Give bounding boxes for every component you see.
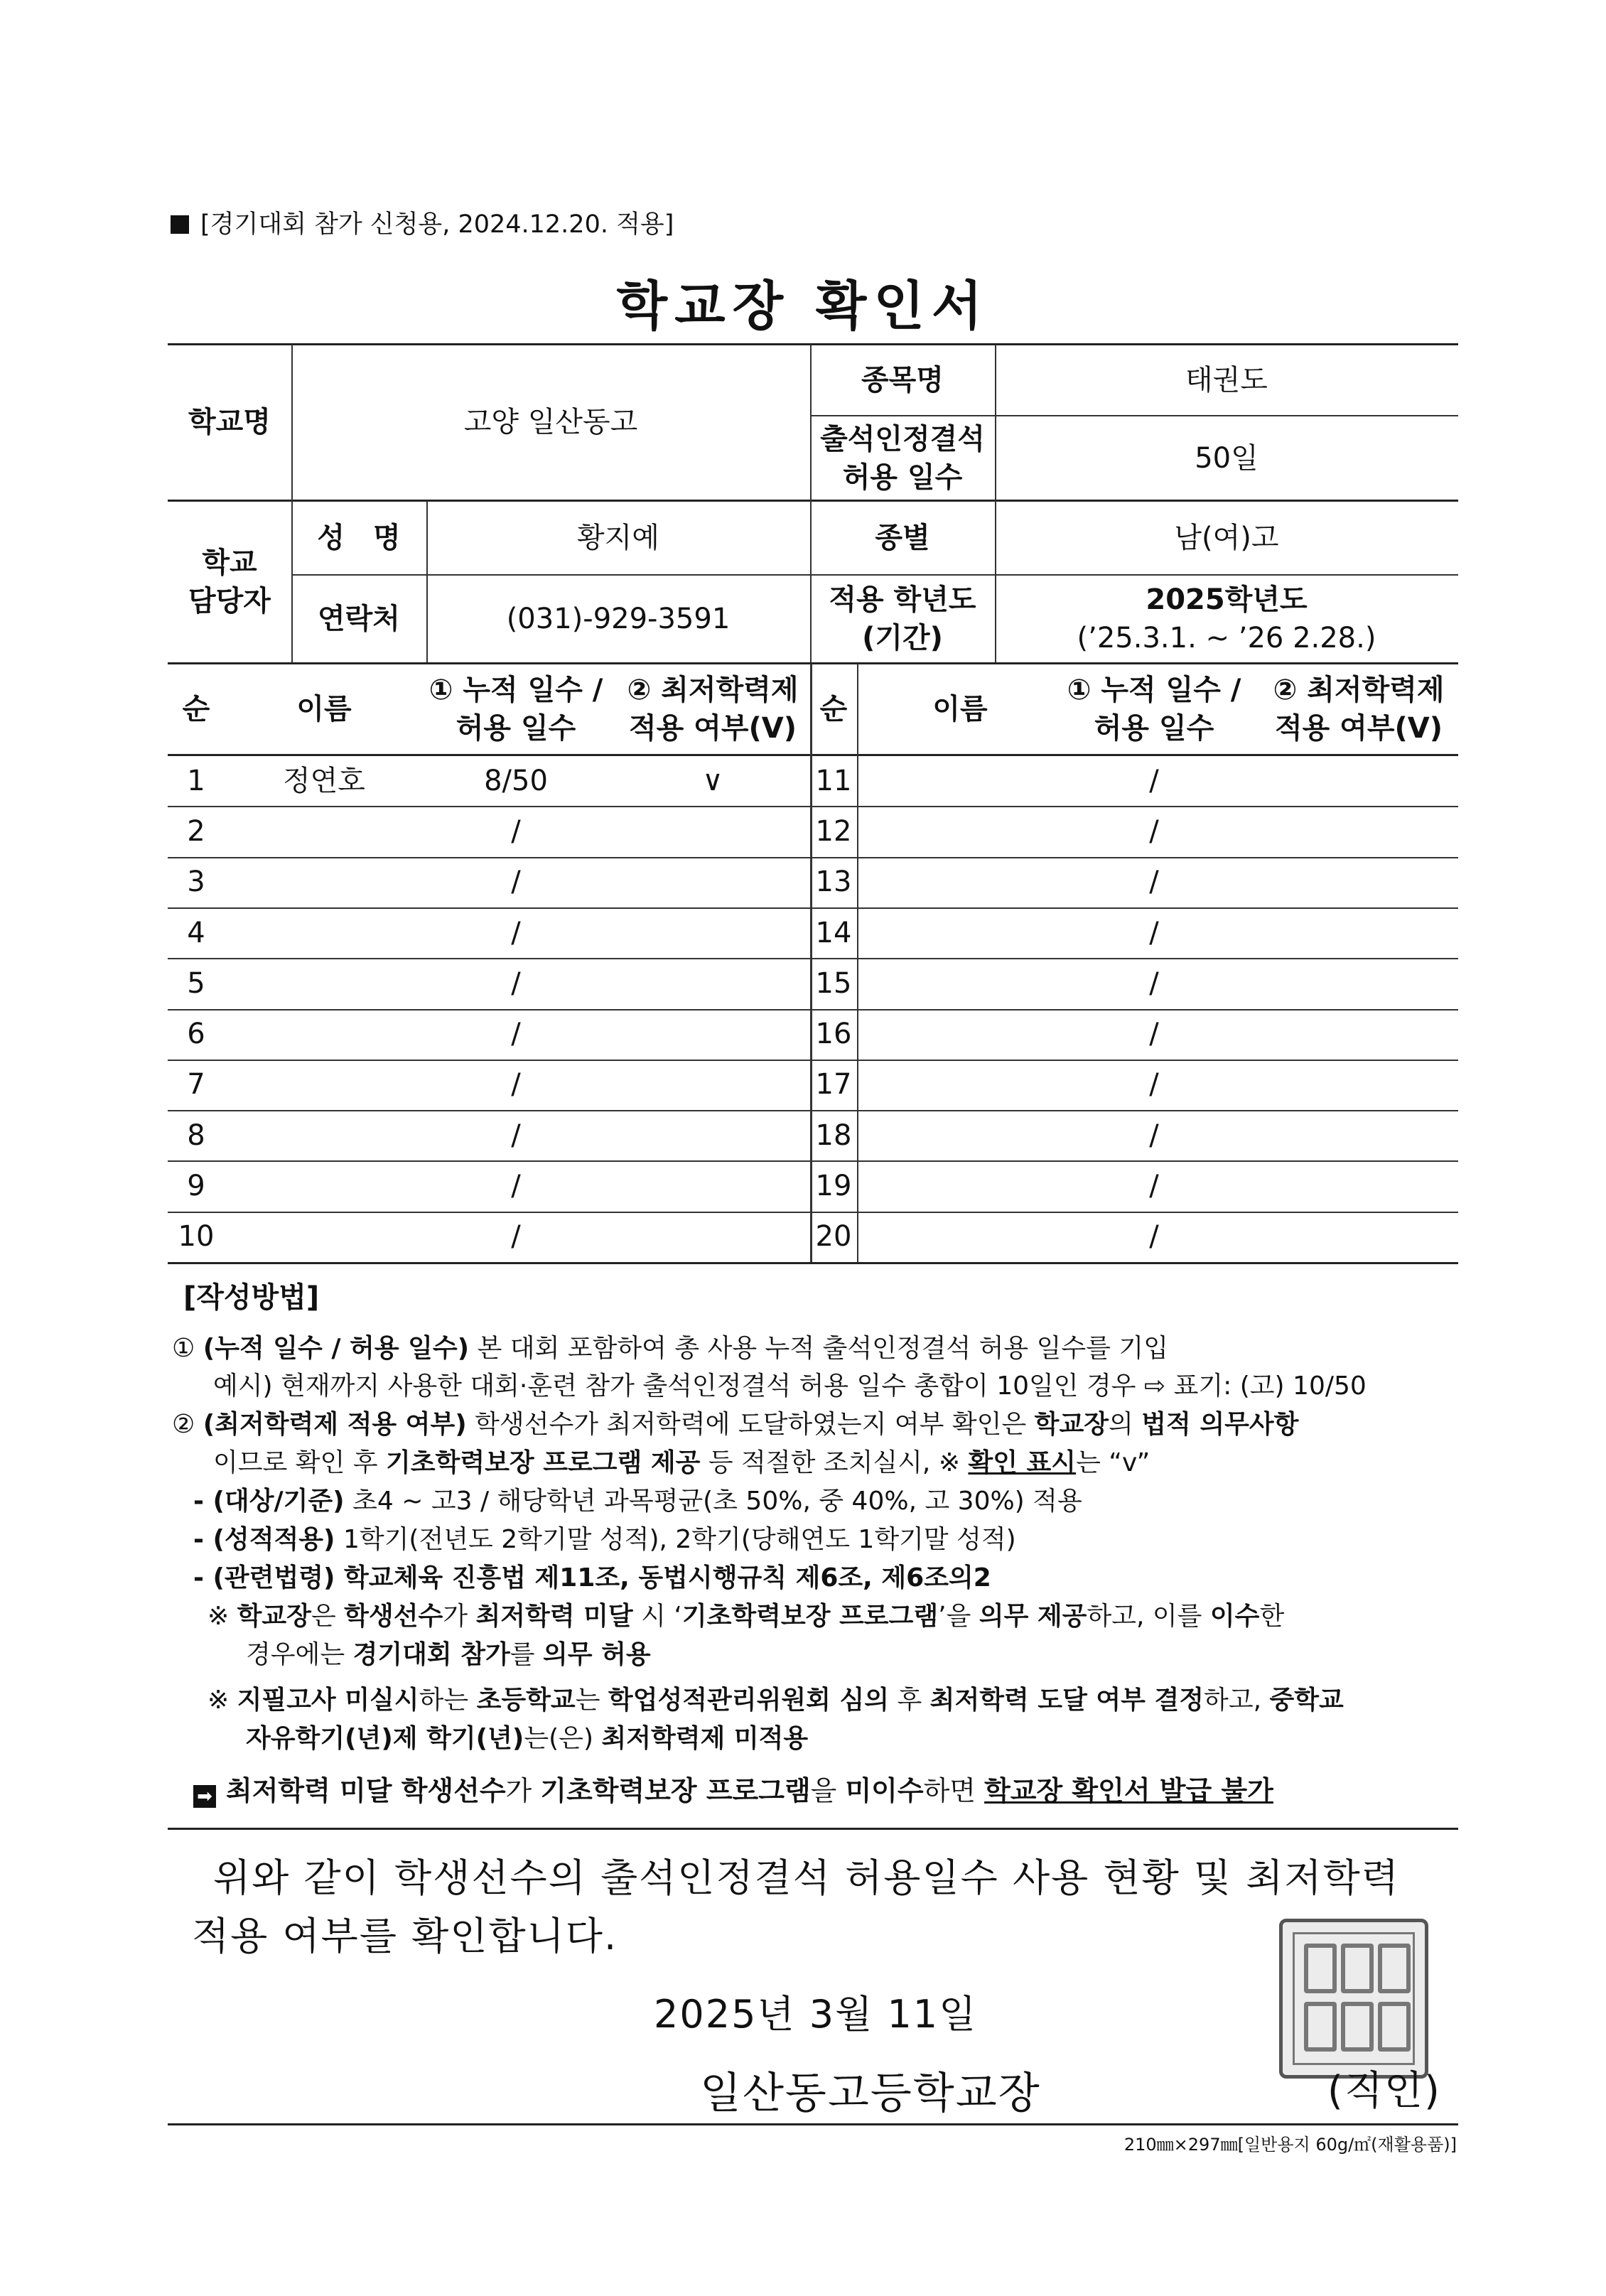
row-number: 15 [815, 966, 852, 1000]
guide-note-2-line2: 자유학기(년)제 학기(년)는(은) 최저학력제 미적용 [246, 1724, 809, 1753]
contact-value: (031)-929-3591 [506, 603, 731, 635]
row-number: 4 [187, 916, 205, 949]
row-name [857, 806, 1063, 856]
document-title: 학교장 확인서 [616, 276, 990, 337]
school-value: 고양 일산동고 [463, 406, 638, 438]
row-number: 16 [815, 1018, 852, 1051]
row-name [857, 1212, 1063, 1262]
list-header-seq: 순 [182, 692, 210, 726]
guide-item-2-line2: 이므로 확인 후 기초학력보장 프로그램 제공 등 적절한 조치실시, ※ 확인 표시는 “v” [213, 1448, 1150, 1477]
guide-item-2: ② (최저학력제 적용 여부) 학생선수가 최저학력에 도달하였는지 여부 확인은 학교장의 법적 의무사항 [172, 1410, 1299, 1439]
row-check [615, 1060, 810, 1110]
list-header-seq: 순 [819, 692, 848, 726]
row-days: / [1149, 916, 1159, 949]
row-days: / [1149, 764, 1159, 797]
row-days: / [511, 966, 521, 1000]
bottom-border [168, 2123, 1458, 2125]
row-check [615, 806, 810, 856]
row-days: / [511, 1018, 521, 1051]
row-days: / [511, 1119, 521, 1152]
row-days: / [1149, 1068, 1159, 1101]
absence-value: 50일 [1195, 441, 1259, 475]
row-check: ∨ [702, 764, 723, 797]
closing-date: 2025년 3월 11일 [654, 1992, 978, 2037]
row-number: 8 [187, 1119, 205, 1152]
row-check [615, 1110, 810, 1160]
absence-label: 출석인정결석 허용 일수 [820, 422, 985, 494]
list-header-min: ② 최저학력제 적용 여부(V) [1273, 673, 1445, 745]
closing-line-1: 위와 같이 학생선수의 출석인정결석 허용일수 사용 현황 및 최저학력 [213, 1855, 1400, 1900]
row-name [225, 1009, 424, 1060]
row-name [857, 958, 1063, 1008]
principal-name: 일산동고등학교장 [700, 2069, 1041, 2118]
guide-note-2: ※ 지필고사 미실시하는 초등학교는 학업성적관리위원회 심의 후 최저학력 도달 여부 결정하고, 중학교 [208, 1686, 1344, 1715]
row-check [615, 1009, 810, 1060]
row-check [1259, 907, 1458, 958]
section-divider [168, 1828, 1458, 1830]
year-value: 2025학년도 (’25.3.1. ~ ’26 2.28.) [1077, 583, 1376, 654]
row-name [857, 1060, 1063, 1110]
guide-final-warning: ➡ 최저학력 미달 학생선수가 기초학력보장 프로그램을 미이수하면 학교장 확인서 발급 불가 [193, 1774, 1273, 1809]
official-seal [1279, 1919, 1428, 2079]
row-days: / [1149, 814, 1159, 848]
row-number: 7 [187, 1068, 205, 1101]
row-days: / [1149, 1220, 1159, 1254]
list-bottom-border [168, 1262, 1458, 1264]
seal-label: (직인) [1327, 2068, 1441, 2114]
row-number: 3 [187, 866, 205, 899]
guide-sub-target: - (대상/기준) 초4 ~ 고3 / 해당학년 과목평균(초 50%, 중 40%, 고 30%) 적용 [193, 1487, 1082, 1516]
arrow-right-icon: ➡ [193, 1785, 216, 1808]
header-note: [경기대회 참가 신청용, 2024.12.20. 적용] [171, 205, 674, 240]
row-check [1259, 806, 1458, 856]
row-check [615, 857, 810, 907]
list-header-min: ② 최저학력제 적용 여부(V) [627, 673, 799, 745]
row-number: 9 [187, 1170, 205, 1203]
row-number: 6 [187, 1018, 205, 1051]
row-name [225, 1060, 424, 1110]
row-check [615, 1160, 810, 1211]
guide-item-1: ① (누적 일수 / 허용 일수) 본 대회 포함하여 총 사용 누적 출석인정결석 허용 일수를 기입 [172, 1334, 1168, 1363]
row-days: / [1149, 1018, 1159, 1051]
square-bullet-icon [171, 215, 189, 234]
row-check [615, 958, 810, 1008]
row-check [1259, 958, 1458, 1008]
guide-item-1-example: 예시) 현재까지 사용한 대회·훈련 참가 출석인정결석 허용 일수 총합이 10일인 경우 ⇨ 표기: (고) 10/50 [213, 1371, 1367, 1401]
row-name [225, 857, 424, 907]
row-check [1259, 755, 1458, 806]
row-name [225, 1110, 424, 1160]
row-days: / [511, 1068, 521, 1101]
row-name [857, 857, 1063, 907]
row-days: 8/50 [484, 764, 548, 797]
row-number: 14 [815, 916, 852, 949]
row-name [857, 907, 1063, 958]
row-number: 13 [815, 866, 852, 899]
row-check [615, 1212, 810, 1262]
row-name [857, 1160, 1063, 1211]
row-days: / [1149, 866, 1159, 899]
row-name [225, 1160, 424, 1211]
row-number: 2 [187, 814, 205, 848]
name-label: 성 명 [317, 521, 401, 554]
row-check [1259, 1212, 1458, 1262]
row-days: / [511, 814, 521, 848]
row-days: / [511, 866, 521, 899]
row-number: 20 [815, 1220, 852, 1254]
row-check [1259, 1060, 1458, 1110]
manager-label: 학교 담당자 [188, 546, 271, 618]
row-name [225, 958, 424, 1008]
row-check [1259, 1009, 1458, 1060]
row-name: 정연호 [283, 764, 365, 797]
row-name [225, 806, 424, 856]
row-number: 19 [815, 1170, 852, 1203]
row-check [1259, 1110, 1458, 1160]
row-number: 12 [815, 814, 852, 848]
row-days: / [1149, 1119, 1159, 1152]
list-header-cum: ① 누적 일수 / 허용 일수 [1067, 673, 1241, 745]
guide-sub-law: - (관련법령) 학교체육 진흥법 제11조, 동법시행규칙 제6조, 제6조의2 [193, 1563, 991, 1592]
gender-value: 남(여)고 [1174, 521, 1279, 554]
year-label: 적용 학년도 (기간) [829, 583, 976, 654]
row-days: / [1149, 1170, 1159, 1203]
row-name [857, 1009, 1063, 1060]
row-check [1259, 1160, 1458, 1211]
row-number: 18 [815, 1119, 852, 1152]
row-number: 1 [187, 764, 205, 797]
row-number: 11 [815, 764, 852, 797]
list-header-name: 이름 [932, 692, 988, 726]
guide-note-1-line2: 경우에는 경기대회 참가를 의무 허용 [246, 1640, 651, 1669]
contact-label: 연락처 [318, 603, 400, 635]
row-check [615, 907, 810, 958]
paper-spec-note: 210㎜×297㎜[일반용지 60g/㎡(재활용품)] [1123, 2135, 1457, 2155]
guide-sub-grades: - (성적적용) 1학기(전년도 2학기말 성적), 2학기(당해연도 1학기말 성적) [193, 1525, 1016, 1554]
row-days: / [511, 1170, 521, 1203]
school-label: 학교명 [188, 406, 271, 438]
row-name [225, 1212, 424, 1262]
row-name [857, 755, 1063, 806]
row-check [1259, 857, 1458, 907]
list-header-cum: ① 누적 일수 / 허용 일수 [429, 673, 603, 745]
gender-label: 종별 [875, 521, 930, 554]
row-days: / [511, 916, 521, 949]
closing-line-2: 적용 여부를 확인합니다. [192, 1914, 618, 1958]
guide-note-1: ※ 학교장은 학생선수가 최저학력 미달 시 ‘기초학력보장 프로그램’을 의무 제공하고, 이를 이수한 [208, 1602, 1285, 1631]
row-number: 10 [178, 1220, 215, 1254]
event-value: 태권도 [1185, 363, 1268, 397]
row-days: / [511, 1220, 521, 1254]
row-days: / [1149, 966, 1159, 1000]
row-number: 17 [815, 1068, 852, 1101]
name-value: 황지예 [577, 521, 659, 554]
guide-heading: [작성방법] [183, 1281, 320, 1314]
row-name [225, 907, 424, 958]
event-label: 종목명 [861, 363, 944, 397]
row-name [857, 1110, 1063, 1160]
list-header-name: 이름 [296, 692, 352, 726]
row-number: 5 [187, 966, 205, 1000]
